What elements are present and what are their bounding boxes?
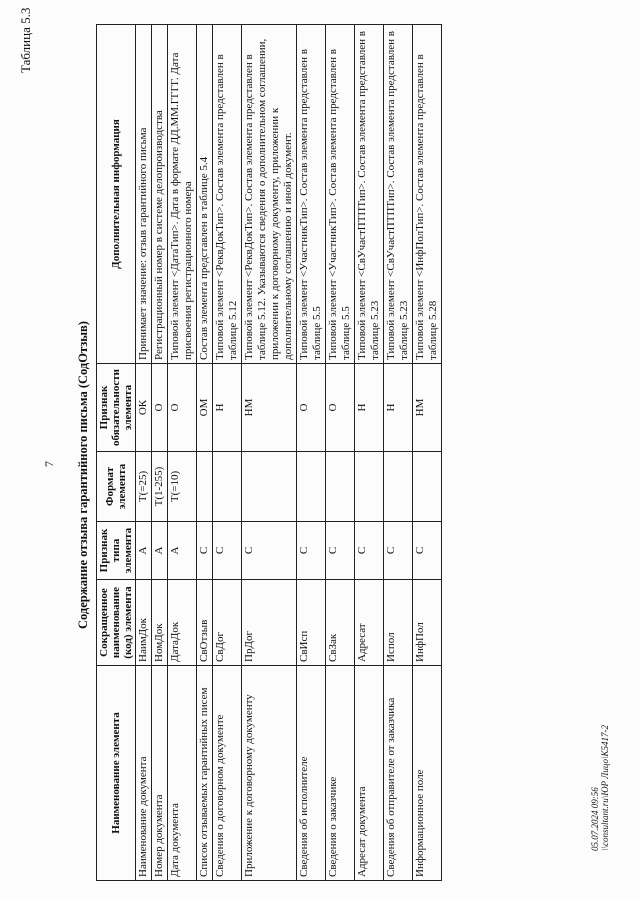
cell-info: Состав элемента представлен в таблице 5.4 — [197, 25, 213, 364]
cell-name: Адресат документа — [355, 666, 384, 881]
cell-required: О — [297, 364, 326, 452]
cell-type: С — [297, 522, 326, 580]
cell-type: С — [355, 522, 384, 580]
table-row — [384, 25, 413, 881]
table-row — [213, 25, 242, 881]
cell-required: ОК — [136, 364, 152, 452]
table-row — [413, 25, 442, 881]
cell-name: Приложение к договорному документу — [242, 666, 297, 881]
cell-name: Сведения о договорном документе — [213, 666, 242, 881]
cell-info: Типовой элемент <ДатаТип>. Дата в формате ДД.ММ.ГГГГ. Дата присвоения регистрационного номера — [168, 25, 197, 364]
cell-name: Список отзываемых гарантийных писем — [197, 666, 213, 881]
footer-timestamp: 05.07.2024 09:56 — [590, 787, 600, 851]
cell-name: Сведения о заказчике — [326, 666, 355, 881]
cell-name: Номер документа — [152, 666, 168, 881]
page-footer — [590, 725, 610, 851]
cell-format — [197, 452, 213, 522]
cell-required: Н — [355, 364, 384, 452]
cell-type: С — [197, 522, 213, 580]
table-row — [197, 25, 213, 881]
footer-path: \\consultant.ru\ЮР Лицо\К5417-2 — [600, 725, 610, 851]
page-number: 7 — [42, 461, 56, 467]
cell-type: С — [326, 522, 355, 580]
cell-info: Типовой элемент <СвУчастПТПТип>. Состав элемента представлен в таблице 5.23 — [384, 25, 413, 364]
cell-format — [355, 452, 384, 522]
cell-name: Информационное поле — [413, 666, 442, 881]
col-header-name: Наименование элемента — [97, 666, 136, 881]
cell-name: Сведения об отправителе от заказчика — [384, 666, 413, 881]
col-header-required: Признак обязательности элемента — [97, 364, 136, 452]
cell-required: Н — [384, 364, 413, 452]
cell-type: С — [384, 522, 413, 580]
cell-required: НМ — [413, 364, 442, 452]
cell-required: О — [152, 364, 168, 452]
cell-format — [413, 452, 442, 522]
cell-info: Типовой элемент <ИнфПолТип>. Состав элемента представлен в таблице 5.28 — [413, 25, 442, 364]
table-title: Содержание отзыва гарантийного письма (СодОтзыв) — [76, 321, 90, 629]
table-row — [168, 25, 197, 881]
cell-code: ПрДог — [242, 580, 297, 666]
cell-code: СвЗак — [326, 580, 355, 666]
cell-format — [384, 452, 413, 522]
table-row — [136, 25, 152, 881]
cell-code: Адресат — [355, 580, 384, 666]
cell-info: Типовой элемент <СвУчастПТПТип>. Состав элемента представлен в таблице 5.23 — [355, 25, 384, 364]
cell-type: С — [213, 522, 242, 580]
cell-required: О — [326, 364, 355, 452]
cell-code: СвОтзыв — [197, 580, 213, 666]
cell-code: Испол — [384, 580, 413, 666]
col-header-type: Признак типа элемента — [97, 522, 136, 580]
cell-code: НаимДок — [136, 580, 152, 666]
cell-format — [326, 452, 355, 522]
cell-type: С — [413, 522, 442, 580]
cell-name: Наименование документа — [136, 666, 152, 881]
col-header-code: Сокращенное наименование (код) элемента — [97, 580, 136, 666]
cell-code: ИнфПол — [413, 580, 442, 666]
table-header-row — [97, 25, 136, 881]
table-reference-text: Таблица 5.3 — [18, 7, 33, 73]
cell-code: ДатаДок — [168, 580, 197, 666]
table-row — [297, 25, 326, 881]
cell-format: T(=25) — [136, 452, 152, 522]
cell-format — [213, 452, 242, 522]
cell-info: Типовой элемент <РеквДокТип>. Состав элемента представлен в таблице 5.12. Указываются сведения о дополнительном соглашении, приложении к договорному документу, приложении к дополнительному соглашению и иной документ. — [242, 25, 297, 364]
cell-format — [242, 452, 297, 522]
cell-required: НМ — [242, 364, 297, 452]
cell-info: Типовой элемент <РеквДокТип>. Состав элемента представлен в таблице 5.12 — [213, 25, 242, 364]
cell-info: Типовой элемент <УчастникТип>. Состав элемента представлен в таблице 5.5 — [297, 25, 326, 364]
cell-code: НомДок — [152, 580, 168, 666]
table-row — [152, 25, 168, 881]
cell-required: ОМ — [197, 364, 213, 452]
table-row — [242, 25, 297, 881]
elements-table — [96, 24, 442, 881]
table-row — [355, 25, 384, 881]
table-row — [326, 25, 355, 881]
cell-code: СвДог — [213, 580, 242, 666]
col-header-info: Дополнительная информация — [97, 25, 136, 364]
cell-info: Типовой элемент <УчастникТип>. Состав элемента представлен в таблице 5.5 — [326, 25, 355, 364]
cell-type: С — [242, 522, 297, 580]
cell-info: Регистрационный номер в системе делопроизводства — [152, 25, 168, 364]
cell-name: Сведения об исполнителе — [297, 666, 326, 881]
cell-required: О — [168, 364, 197, 452]
cell-format: T(1-255) — [152, 452, 168, 522]
cell-required: Н — [213, 364, 242, 452]
cell-name: Дата документа — [168, 666, 197, 881]
cell-code: СвИсп — [297, 580, 326, 666]
cell-format — [297, 452, 326, 522]
cell-type: А — [136, 522, 152, 580]
cell-type: А — [152, 522, 168, 580]
cell-type: А — [168, 522, 197, 580]
col-header-format: Формат элемента — [97, 452, 136, 522]
cell-format: T(=10) — [168, 452, 197, 522]
cell-info: Принимает значение: отзыв гарантийного письма — [136, 25, 152, 364]
